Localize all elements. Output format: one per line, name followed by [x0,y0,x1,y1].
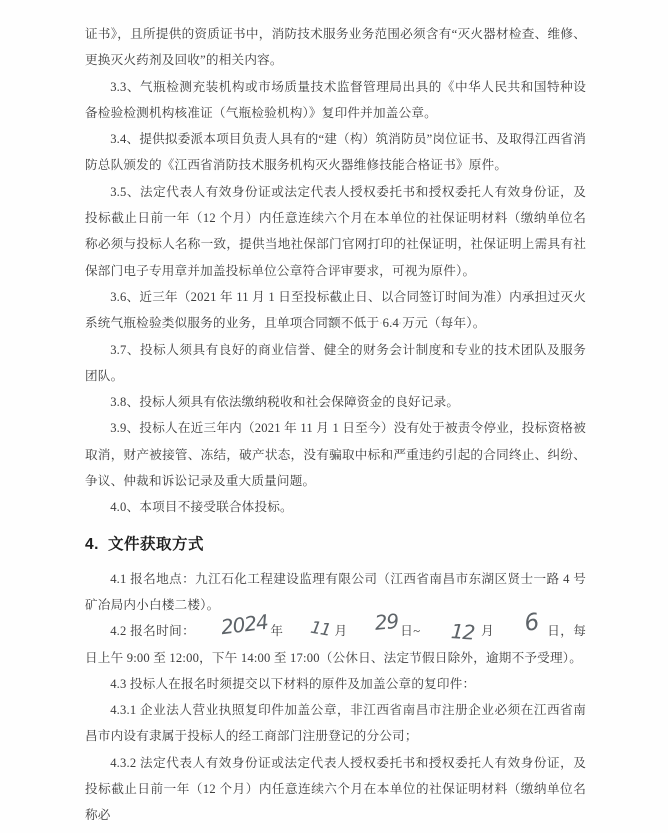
section-4-heading [85,533,586,557]
paragraph-continuation: 证书》，且所提供的资质证书中，消防技术服务业务范围必须含有“灭火器材检查、维修、更换灭火药剂及回收”的相关内容。 [85,27,586,68]
paragraph-3-3: 3.3、气瓶检测充装机构或市场质量技术监督管理局出具的《中华人民共和国特种设备检验检测机构核准证（气瓶检验机构）》复印件并加盖公章。 [85,79,586,120]
handwritten-year: 2024 [219,609,270,640]
paragraph-4-3-2: 4.3.2 法定代表人有效身份证或法定代表人授权委托书和授权委托人有效身份证，及投标截止日前一年（12 个月）内任意连续六个月在本单位的社保证明材料（缴纳单位名称必 [85,755,586,823]
paragraph-4-3-1: 4.3.1 企业法人营业执照复印件加盖公章，非江西省南昌市注册企业必须在江西省南昌市内设有隶属于投标人的经工商部门注册登记的分公司； [85,703,586,744]
paragraph-4-0: 4.0、本项目不接受联合体投标。 [110,500,293,515]
handwritten-end-day: 6 [522,609,541,638]
date-line-suffix: 日，每日上午 9:00 至 12:00，下午 14:00 至 17:00（公休日、法定节假日除外，逾期不予受理）。 [85,624,587,665]
section-4-number: 4. [85,535,99,553]
printed-day-tilde: 日~ [400,624,421,639]
paragraph-3-7: 3.7、投标人须具有良好的商业信誉、健全的财务会计制度和专业的技术团队及服务团队。 [85,342,586,383]
handwritten-start-day: 29 [374,609,400,636]
paragraph-3-4: 3.4、提供拟委派本项目负责人具有的“建（构）筑消防员”岗位证书、及取得江西省消防总队颁发的《江西省消防技术服务机构灭火器维修技能合格证书》原件。 [85,132,586,173]
date-line-prefix: 4.2 报名时间： [110,624,196,639]
handwritten-end-month: 12 [450,619,476,645]
printed-month-char-2: 月 [480,624,495,639]
paragraph-3-8: 3.8、投标人须具有依法缴纳税收和社会保障资金的良好记录。 [110,395,460,410]
paragraph-4-3: 4.3 投标人在报名时须提交以下材料的原件及加盖公章的复印件： [110,676,476,691]
handwritten-start-month: 11 [309,617,333,642]
printed-year-char: 年 [270,624,284,639]
paragraph-3-5: 3.5、法定代表人有效身份证或法定代表人授权委托书和授权委托人有效身份证，及投标截止日前一年（12 个月）内任意连续六个月在本单位的社保证明材料（缴纳单位名称必须与投标人名称一致，提供当地社保部门官网打印的社保证明，社保证明上需具有社保部门电子专用章并加盖投标单位公章符合评审要求，可视为原件）。 [85,184,586,278]
paragraph-4-2-date-line [85,609,587,671]
section-4-title: 文件获取方式 [107,535,204,553]
paragraph-4-1: 4.1 报名地点：九江石化工程建设监理有限公司（江西省南昌市东湖区贤士一路 4 号矿冶局内小白楼二楼）。 [85,571,586,612]
printed-month-char-1: 月 [334,624,348,639]
paragraph-3-6: 3.6、近三年（2021 年 11 月 1 日至投标截止日、以合同签订时间为准）内承担过灭火系统气瓶检验类似服务的业务，且单项合同额不低于 6.4 万元（每年）。 [85,289,586,331]
paragraph-3-9: 3.9、投标人在近三年内（2021 年 11 月 1 日至今）没有处于被责令停业，投标资格被取消，财产被接管、冻结，破产状态，没有骗取中标和严重违约引起的合同终止、纠纷、争议、仲裁和诉讼记录及重大质量问题。 [85,421,586,489]
